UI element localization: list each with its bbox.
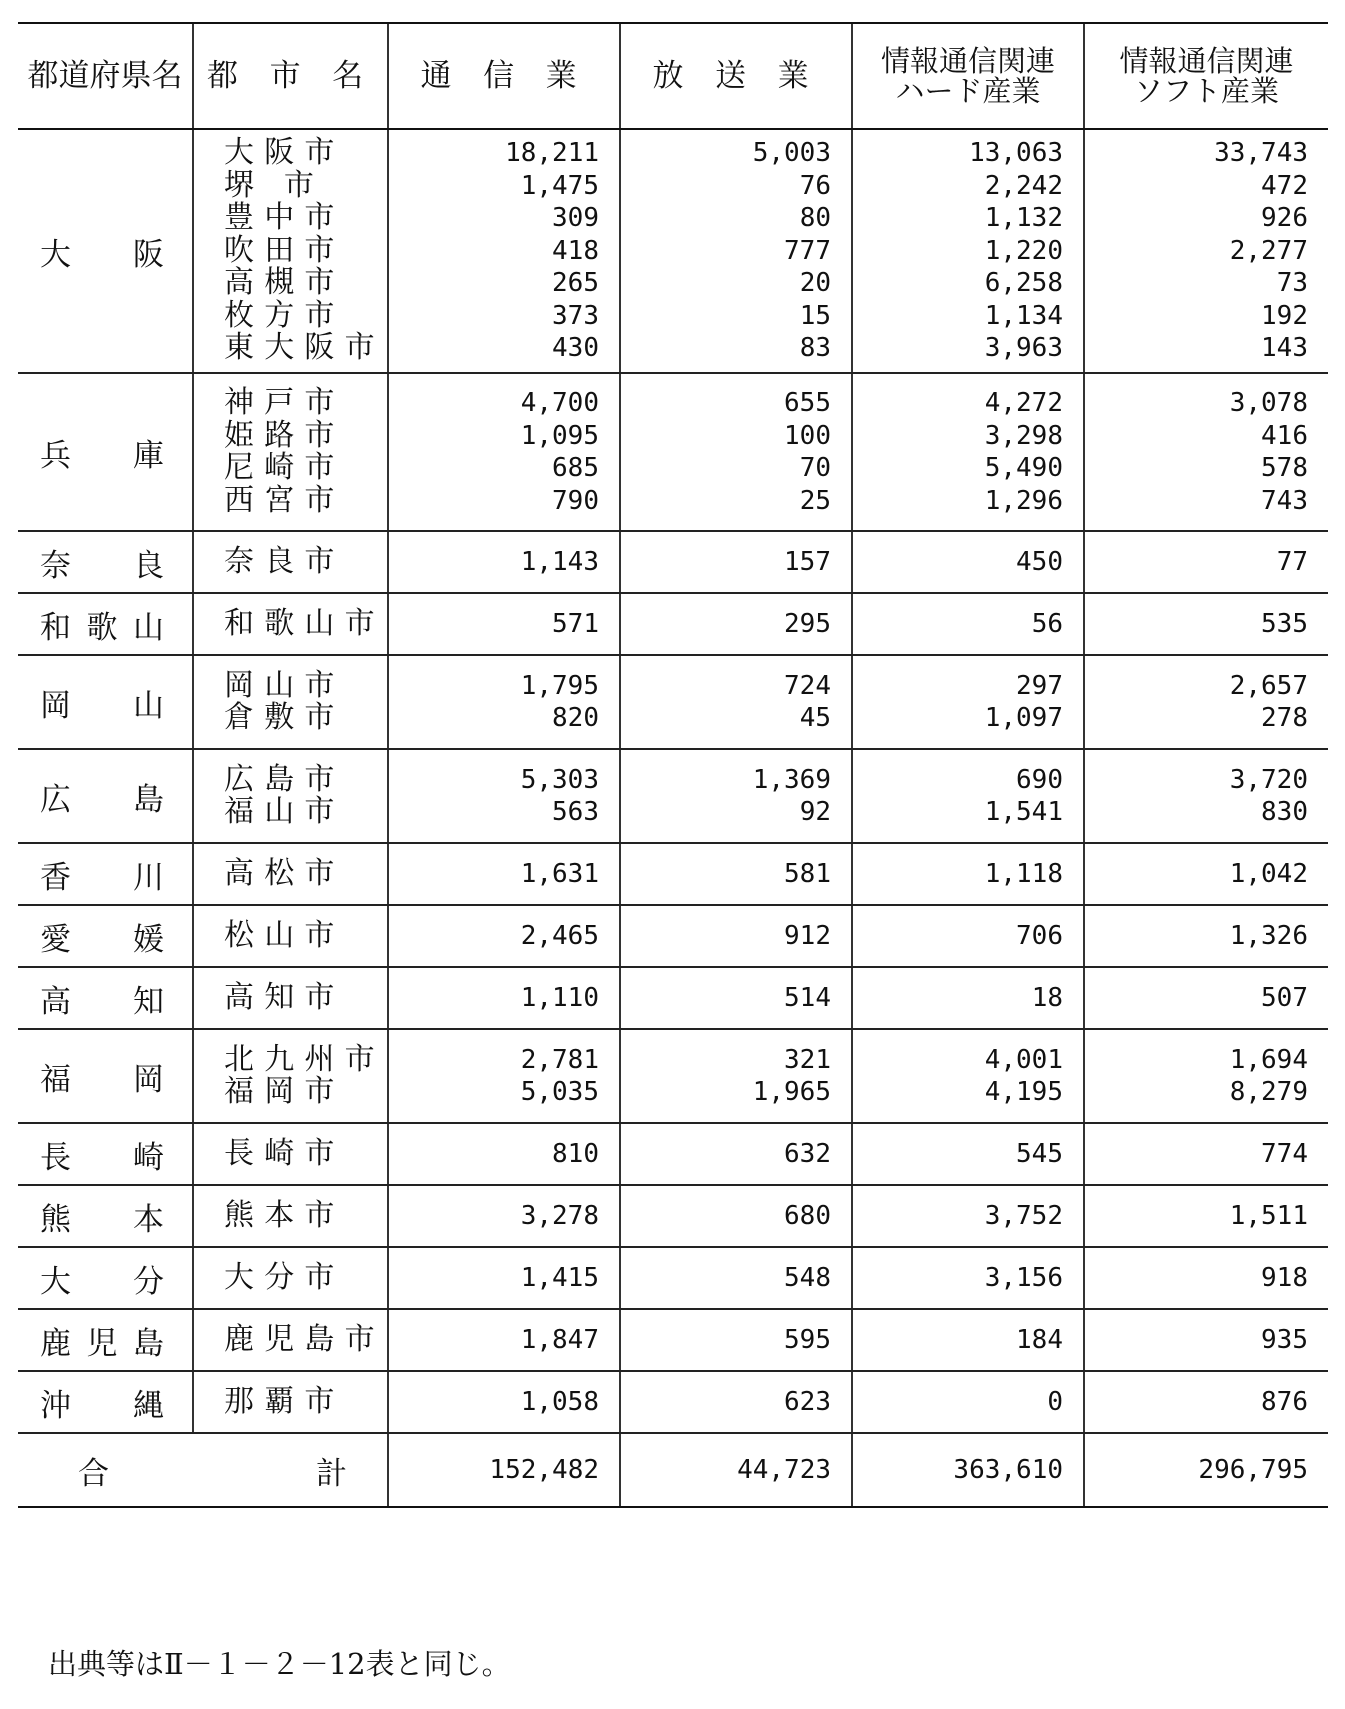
hardware-value: 4,272: [984, 388, 1063, 418]
hardware-value: 1,097: [984, 703, 1063, 733]
software-value: 1,326: [1229, 920, 1308, 951]
city-name: 高知市: [224, 979, 345, 1015]
broadcast-value: 80: [799, 203, 831, 234]
broadcast-value: 724: [784, 670, 831, 701]
table-header: [18, 23, 1328, 129]
telecom-value: 790: [552, 485, 599, 516]
header-software-line2: ソフト産業: [1133, 74, 1279, 108]
hardware-value: 297: [1016, 670, 1063, 701]
telecom-value: 563: [552, 797, 599, 827]
hardware-cell: [852, 129, 1084, 373]
broadcast-value: 25: [799, 485, 831, 516]
total-row: [18, 1433, 1328, 1507]
telecom-value: 571: [552, 608, 599, 639]
software-value: 1,511: [1229, 1200, 1308, 1231]
broadcast-cell: [620, 1029, 852, 1123]
broadcast-value: 100: [784, 420, 831, 451]
software-value: 918: [1261, 1262, 1308, 1293]
software-cell: [1084, 1371, 1328, 1433]
prefecture-cell: 沖 縄: [18, 1371, 193, 1433]
total-label: 合 計: [18, 1433, 388, 1507]
city-name: 高松市: [224, 855, 345, 891]
broadcast-value: 514: [784, 982, 831, 1013]
software-value: 2,657: [1229, 670, 1308, 701]
table-row: [18, 373, 1328, 531]
hardware-value: 6,258: [984, 268, 1063, 299]
hardware-value: 4,195: [984, 1077, 1063, 1107]
table-row: [18, 1185, 1328, 1247]
city-name: 神戸市: [224, 385, 345, 420]
total-telecom: 152,482: [388, 1433, 620, 1507]
software-value: 33,743: [1214, 138, 1308, 169]
broadcast-cell: [620, 1185, 852, 1247]
city-name: 高槻市: [224, 265, 345, 301]
prefecture-cell: 大 分: [18, 1247, 193, 1309]
hardware-value: 184: [1016, 1324, 1063, 1355]
broadcast-value: 680: [784, 1200, 831, 1231]
telecom-value: 1,415: [520, 1262, 599, 1293]
table-row: [18, 1123, 1328, 1185]
software-value: 2,277: [1229, 235, 1308, 266]
prefecture-cell: 愛 媛: [18, 905, 193, 967]
broadcast-value: 157: [784, 546, 831, 577]
prefecture-cell: 大 阪: [18, 129, 193, 373]
prefecture-cell: 高 知: [18, 967, 193, 1029]
city-cell: [193, 1247, 388, 1309]
prefecture-cell: 熊 本: [18, 1185, 193, 1247]
software-value: 3,078: [1229, 388, 1308, 418]
software-cell: [1084, 531, 1328, 593]
table-body: [18, 129, 1328, 1507]
telecom-cell: [388, 1123, 620, 1185]
header-software: [1084, 23, 1328, 129]
hardware-cell: [852, 749, 1084, 843]
header-hardware-line1: 情報通信関連: [880, 43, 1055, 78]
city-cell: [193, 1371, 388, 1433]
software-value: 8,279: [1229, 1077, 1308, 1107]
telecom-value: 1,795: [520, 670, 599, 701]
software-value: 507: [1261, 982, 1308, 1013]
city-cell: [193, 531, 388, 593]
hardware-value: 3,752: [984, 1200, 1063, 1231]
city-name: 鹿児島市: [224, 1321, 385, 1357]
software-value: 876: [1261, 1386, 1308, 1417]
prefecture-cell: 岡 山: [18, 655, 193, 749]
table-row: [18, 1371, 1328, 1433]
header-prefecture: 都道府県名: [18, 23, 193, 129]
software-value: 743: [1261, 485, 1308, 516]
city-cell: [193, 1185, 388, 1247]
software-value: 830: [1261, 797, 1308, 827]
city-cell: [193, 967, 388, 1029]
software-value: 535: [1261, 608, 1308, 639]
broadcast-value: 5,003: [752, 138, 831, 169]
city-name: 豊中市: [224, 200, 345, 236]
software-value: 3,720: [1229, 764, 1308, 795]
hardware-cell: [852, 531, 1084, 593]
broadcast-value: 321: [784, 1044, 831, 1075]
hardware-cell: [852, 655, 1084, 749]
city-name: 那覇市: [224, 1383, 345, 1419]
city-name: 尼崎市: [224, 450, 345, 485]
city-name: 吹田市: [224, 232, 345, 268]
hardware-cell: [852, 843, 1084, 905]
broadcast-cell: [620, 655, 852, 749]
city-name: 和歌山市: [224, 605, 385, 641]
total-hardware: 363,610: [852, 1433, 1084, 1507]
broadcast-value: 83: [799, 333, 831, 364]
total-broadcast: 44,723: [620, 1433, 852, 1507]
hardware-value: 3,156: [984, 1262, 1063, 1293]
telecom-value: 373: [552, 300, 599, 331]
table-row: [18, 1247, 1328, 1309]
city-cell: [193, 373, 388, 531]
telecom-value: 5,303: [520, 764, 599, 795]
hardware-value: 4,001: [984, 1044, 1063, 1075]
software-cell: [1084, 1185, 1328, 1247]
software-cell: [1084, 593, 1328, 655]
city-name: 広島市: [224, 761, 345, 797]
software-value: 77: [1276, 546, 1308, 577]
hardware-value: 545: [1016, 1138, 1063, 1169]
footnote: 出典等はⅡ－１－２－12表と同じ。: [48, 1647, 511, 1681]
city-cell: [193, 593, 388, 655]
header-hardware: [852, 23, 1084, 129]
telecom-cell: [388, 593, 620, 655]
hardware-cell: [852, 1309, 1084, 1371]
city-name: 福山市: [224, 794, 345, 829]
software-value: 278: [1261, 703, 1308, 733]
broadcast-value: 295: [784, 608, 831, 639]
broadcast-value: 1,965: [752, 1077, 831, 1107]
broadcast-cell: [620, 1123, 852, 1185]
city-name: 枚方市: [224, 297, 345, 333]
hardware-value: 3,298: [984, 420, 1063, 451]
hardware-cell: [852, 1123, 1084, 1185]
telecom-value: 265: [552, 268, 599, 299]
city-cell: [193, 129, 388, 373]
software-value: 73: [1276, 268, 1308, 299]
table-row: [18, 593, 1328, 655]
hardware-value: 1,134: [984, 300, 1063, 331]
city-cell: [193, 655, 388, 749]
city-cell: [193, 1123, 388, 1185]
hardware-value: 3,963: [984, 333, 1063, 364]
hardware-value: 706: [1016, 920, 1063, 951]
city-name: 西宮市: [224, 482, 345, 518]
city-name: 堺 市: [224, 167, 325, 203]
broadcast-value: 632: [784, 1138, 831, 1169]
broadcast-cell: [620, 843, 852, 905]
hardware-value: 56: [1031, 608, 1063, 639]
broadcast-value: 655: [784, 388, 831, 418]
telecom-value: 3,278: [520, 1200, 599, 1231]
table-row: [18, 749, 1328, 843]
broadcast-value: 623: [784, 1386, 831, 1417]
telecom-cell: [388, 373, 620, 531]
telecom-value: 1,058: [520, 1386, 599, 1417]
telecom-cell: [388, 1371, 620, 1433]
software-cell: [1084, 1029, 1328, 1123]
table-row: [18, 905, 1328, 967]
city-name: 北九州市: [224, 1041, 385, 1077]
city-name: 福岡市: [224, 1074, 345, 1109]
telecom-value: 2,781: [520, 1044, 599, 1075]
header-software-line1: 情報通信関連: [1119, 43, 1294, 78]
software-value: 774: [1261, 1138, 1308, 1169]
header-city: 都 市 名: [193, 23, 388, 129]
software-value: 416: [1261, 420, 1308, 451]
broadcast-value: 15: [799, 300, 831, 331]
city-cell: [193, 1309, 388, 1371]
telecom-cell: [388, 655, 620, 749]
prefecture-cell: 福 岡: [18, 1029, 193, 1123]
total-software: 296,795: [1084, 1433, 1328, 1507]
software-value: 143: [1261, 333, 1308, 364]
broadcast-value: 777: [784, 235, 831, 266]
city-cell: [193, 749, 388, 843]
prefecture-cell: 奈 良: [18, 531, 193, 593]
city-name: 大分市: [224, 1259, 345, 1295]
telecom-value: 810: [552, 1138, 599, 1169]
hardware-value: 18: [1031, 982, 1063, 1013]
city-name: 熊本市: [224, 1197, 345, 1233]
prefecture-cell: 兵 庫: [18, 373, 193, 531]
broadcast-value: 92: [799, 797, 831, 827]
broadcast-value: 20: [799, 268, 831, 299]
telecom-cell: [388, 967, 620, 1029]
software-cell: [1084, 843, 1328, 905]
broadcast-value: 70: [799, 453, 831, 483]
hardware-value: 1,132: [984, 203, 1063, 234]
software-value: 1,694: [1229, 1044, 1308, 1075]
telecom-cell: [388, 1247, 620, 1309]
broadcast-cell: [620, 749, 852, 843]
table-row: [18, 129, 1328, 373]
telecom-value: 1,110: [520, 982, 599, 1013]
header-broadcast: 放 送 業: [620, 23, 852, 129]
software-cell: [1084, 967, 1328, 1029]
table-row: [18, 655, 1328, 749]
telecom-cell: [388, 905, 620, 967]
hardware-value: 2,242: [984, 170, 1063, 201]
hardware-cell: [852, 1029, 1084, 1123]
header-hardware-line2: ハード産業: [895, 74, 1041, 108]
telecom-cell: [388, 1309, 620, 1371]
telecom-value: 1,095: [520, 420, 599, 451]
city-name: 岡山市: [224, 667, 345, 703]
telecom-value: 2,465: [520, 920, 599, 951]
software-value: 578: [1261, 453, 1308, 483]
telecom-cell: [388, 1029, 620, 1123]
broadcast-value: 45: [799, 703, 831, 733]
hardware-value: 1,296: [984, 485, 1063, 516]
broadcast-cell: [620, 1371, 852, 1433]
telecom-cell: [388, 129, 620, 373]
software-value: 192: [1261, 300, 1308, 331]
hardware-value: 0: [1047, 1386, 1063, 1417]
city-cell: [193, 1029, 388, 1123]
telecom-cell: [388, 843, 620, 905]
software-cell: [1084, 1309, 1328, 1371]
hardware-value: 1,220: [984, 235, 1063, 266]
city-name: 松山市: [224, 917, 345, 953]
hardware-cell: [852, 1185, 1084, 1247]
table-row: [18, 531, 1328, 593]
city-name: 長崎市: [224, 1135, 345, 1171]
software-cell: [1084, 905, 1328, 967]
telecom-value: 5,035: [520, 1077, 599, 1107]
software-value: 1,042: [1229, 858, 1308, 889]
broadcast-cell: [620, 593, 852, 655]
software-cell: [1084, 1247, 1328, 1309]
city-name: 奈良市: [224, 543, 345, 579]
hardware-value: 13,063: [969, 138, 1063, 169]
broadcast-value: 1,369: [752, 764, 831, 795]
table-row: [18, 967, 1328, 1029]
hardware-cell: [852, 1247, 1084, 1309]
telecom-industry-table: [18, 22, 1328, 1508]
telecom-value: 820: [552, 703, 599, 733]
broadcast-value: 912: [784, 920, 831, 951]
telecom-value: 1,475: [520, 170, 599, 201]
hardware-cell: [852, 967, 1084, 1029]
table-row: [18, 1029, 1328, 1123]
prefecture-cell: 鹿児島: [18, 1309, 193, 1371]
hardware-cell: [852, 905, 1084, 967]
telecom-cell: [388, 749, 620, 843]
prefecture-cell: 和歌山: [18, 593, 193, 655]
software-value: 935: [1261, 1324, 1308, 1355]
broadcast-value: 548: [784, 1262, 831, 1293]
telecom-cell: [388, 531, 620, 593]
hardware-value: 690: [1016, 764, 1063, 795]
telecom-value: 685: [552, 453, 599, 483]
city-name: 倉敷市: [224, 700, 345, 735]
broadcast-cell: [620, 373, 852, 531]
hardware-cell: [852, 373, 1084, 531]
software-cell: [1084, 129, 1328, 373]
software-cell: [1084, 655, 1328, 749]
city-name: 姫路市: [224, 417, 345, 453]
telecom-value: 1,143: [520, 546, 599, 577]
hardware-cell: [852, 593, 1084, 655]
table-row: [18, 1309, 1328, 1371]
broadcast-cell: [620, 129, 852, 373]
broadcast-cell: [620, 967, 852, 1029]
software-value: 926: [1261, 203, 1308, 234]
prefecture-cell: 香 川: [18, 843, 193, 905]
statistics-page: [18, 22, 1328, 1508]
hardware-value: 450: [1016, 546, 1063, 577]
broadcast-cell: [620, 531, 852, 593]
telecom-value: 430: [552, 333, 599, 364]
city-name: 大阪市: [224, 135, 345, 171]
telecom-cell: [388, 1185, 620, 1247]
hardware-value: 1,118: [984, 858, 1063, 889]
broadcast-value: 76: [799, 170, 831, 201]
software-value: 472: [1261, 170, 1308, 201]
table-row: [18, 843, 1328, 905]
telecom-value: 418: [552, 235, 599, 266]
header-telecom: 通 信 業: [388, 23, 620, 129]
broadcast-cell: [620, 1309, 852, 1371]
software-cell: [1084, 373, 1328, 531]
broadcast-cell: [620, 1247, 852, 1309]
city-name: 東大阪市: [224, 330, 385, 366]
telecom-value: 1,631: [520, 858, 599, 889]
hardware-value: 5,490: [984, 453, 1063, 483]
city-cell: [193, 905, 388, 967]
hardware-value: 1,541: [984, 797, 1063, 827]
hardware-cell: [852, 1371, 1084, 1433]
software-cell: [1084, 1123, 1328, 1185]
telecom-value: 18,211: [505, 138, 599, 169]
telecom-value: 1,847: [520, 1324, 599, 1355]
broadcast-value: 581: [784, 858, 831, 889]
telecom-value: 4,700: [520, 388, 599, 418]
broadcast-value: 595: [784, 1324, 831, 1355]
telecom-value: 309: [552, 203, 599, 234]
broadcast-cell: [620, 905, 852, 967]
city-cell: [193, 843, 388, 905]
software-cell: [1084, 749, 1328, 843]
prefecture-cell: 広 島: [18, 749, 193, 843]
prefecture-cell: 長 崎: [18, 1123, 193, 1185]
